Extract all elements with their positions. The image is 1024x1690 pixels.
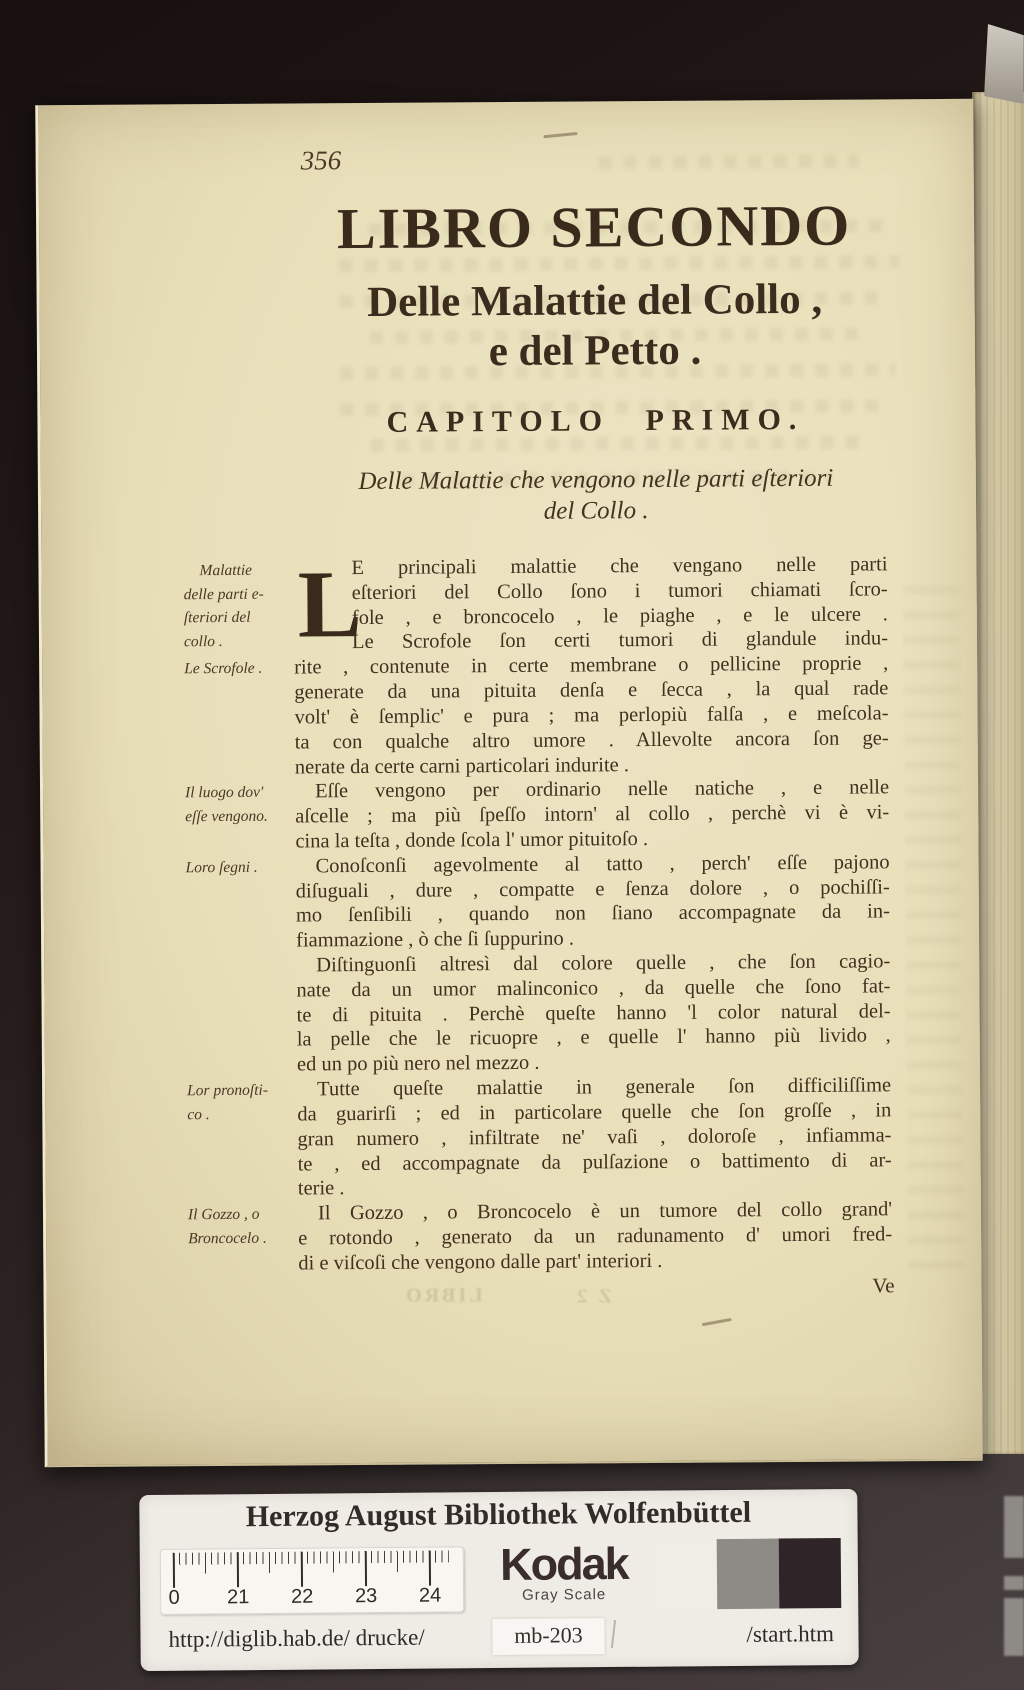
ruler-major-tick <box>173 1553 175 1588</box>
margin-note <box>187 1079 293 1127</box>
book-page <box>35 99 982 1468</box>
bleedthrough-smudge <box>904 569 964 1269</box>
body-line: Le Scrofole ſon certi tumori di glandule indu- <box>351 627 889 654</box>
margin-note <box>185 781 291 829</box>
margin-note-line: Il Gozzo , o <box>187 1205 260 1224</box>
margin-note-line: Il luogo dov' <box>185 783 264 802</box>
ink-mark <box>543 132 577 138</box>
chapter-heading: CAPITOLO PRIMO. <box>386 402 805 439</box>
body-line: di e viſcoſi che vengono dalle part' interiori . <box>298 1249 663 1275</box>
film-edge-mark <box>1004 1576 1024 1590</box>
body-line: e rotondo , generato da un radunamento d' umori fred- <box>298 1223 893 1250</box>
body-line: nate da un umor malinconico , da quelle che ſono fat- <box>296 975 891 1002</box>
margin-note-line: delle parti e- <box>183 585 264 603</box>
margin-note <box>184 657 290 681</box>
grayscale-patches <box>655 1538 842 1610</box>
margin-note-line: co . <box>187 1105 210 1123</box>
body-line: Conoſconſi agevolmente al tatto , perch' eſſe pajono <box>315 851 890 878</box>
ruler-major-tick <box>237 1552 239 1587</box>
url-path-right: /start.htm <box>746 1621 835 1647</box>
body-line: generate da una pituita denſa e ſecca , la qual rade <box>294 677 889 704</box>
body-line: rite , contenute in certe membrane o pellicine proprie , <box>294 652 889 679</box>
body-line: fiammazione , ò che ſi ſuppurino . <box>296 927 574 952</box>
body-line: ta con qualche altro umore . Allevolte ancora ſon ge- <box>294 727 889 754</box>
bleedthrough-catchword: LIBRO <box>403 1284 483 1307</box>
ruler-major-tick <box>429 1551 431 1586</box>
body-line: da guarirſi ; ed in particolare quelle che ſon groſſe , in <box>297 1099 892 1126</box>
margin-note-line: Loro ſegni . <box>185 858 258 877</box>
margin-note-line: Broncocelo . <box>188 1229 267 1247</box>
body-line: te , ed accompagnate da pulſazione o battimento di ar- <box>297 1148 892 1175</box>
grayscale-patch-black <box>779 1538 842 1609</box>
body-line: diſuguali , dure , compatte e ſenza dolore , o pochiſſi- <box>295 875 890 903</box>
shelfmark-label: mb-203 <box>514 1622 583 1648</box>
body-text <box>293 552 892 1276</box>
ruler <box>160 1546 465 1615</box>
margin-note-line: Lor pronoſti- <box>187 1081 269 1100</box>
grayscale-patch-white <box>655 1539 718 1610</box>
url-path-left: http://diglib.hab.de/ drucke/ <box>168 1624 425 1652</box>
body-line: Il Gozzo , o Broncocelo è un tumore del collo grand' <box>317 1198 893 1225</box>
ruler-label: 24 <box>418 1584 442 1607</box>
chapter-subtitle-line2: del Collo . <box>543 497 649 525</box>
body-line: Eſſe vengono per ordinario nelle natiche , e nelle <box>314 776 890 803</box>
kodak-brand-block <box>478 1537 651 1604</box>
book-title: LIBRO SECONDO <box>336 192 852 262</box>
margin-note-line: ſteriori del <box>183 608 251 627</box>
library-name: Herzog August Bibliothek Wolfenbüttel <box>245 1495 752 1534</box>
body-line: aſcelle ; ma più ſpeſſo intorn' al collo , perchè vi è vi- <box>295 801 890 828</box>
body-line: eſteriori del Collo ſono i tumori chiamati ſcro- <box>351 578 888 604</box>
body-line: nerate da certe carni particolari indurite . <box>294 753 630 778</box>
ruler-major-tick <box>301 1552 303 1587</box>
margin-note <box>183 559 290 654</box>
bleedthrough-signature: Z 2 <box>574 1285 612 1308</box>
body-line: la pelle che le ricuopre , e quelle l' hanno più livido , <box>296 1024 891 1051</box>
margin-note-line: eſſe vengono. <box>185 807 268 825</box>
body-line: gran numero , infiltrate ne' vaſi , doloroſe , infiamma- <box>297 1124 892 1151</box>
body-line: te di pituita . Perchè queſte hanno 'l color natural del- <box>296 999 891 1027</box>
ruler-label: 22 <box>290 1585 314 1608</box>
page-stack-wedge <box>984 24 1024 104</box>
margin-note-line: collo . <box>183 632 223 650</box>
film-edge-mark <box>1004 1496 1024 1558</box>
margin-note <box>186 856 292 880</box>
gray-scale-label: Gray Scale <box>521 1586 607 1604</box>
body-line: E principali malattie che vengano nelle parti <box>351 553 888 580</box>
page-number: 356 <box>300 145 342 176</box>
body-line: terie . <box>297 1177 345 1200</box>
body-line: Diſtinguonſi altresì dal colore quelle , che ſon cagio- <box>316 950 891 977</box>
ruler-label: 23 <box>354 1585 378 1608</box>
separator-mark <box>611 1620 616 1648</box>
color-target-card <box>139 1489 859 1671</box>
body-line: mo ſenſibili , quando non ſiano accompagnate da in- <box>295 900 890 927</box>
body-line: Tutte queſte malattie in generale ſon difficiliſſime <box>317 1074 892 1101</box>
catchword: Ve <box>872 1273 895 1298</box>
grayscale-patch-mid <box>717 1539 780 1610</box>
body-line: ed un po più nero nel mezzo . <box>296 1052 540 1076</box>
film-edge-mark <box>1004 1598 1024 1656</box>
ruler-major-tick <box>365 1551 367 1586</box>
margin-note <box>188 1203 294 1251</box>
drop-cap: L <box>297 550 363 658</box>
ink-mark <box>702 1318 732 1326</box>
body-line: cina la teſta , donde ſcola l' umor pituitoſo . <box>295 827 649 853</box>
chapter-subtitle-line1: Delle Malattie che vengono nelle parti eſteriori <box>358 464 834 496</box>
body-line: fole , e broncocelo , le piaghe , e le ulcere . <box>351 602 888 629</box>
kodak-wordmark: Kodak <box>499 1537 628 1590</box>
body-line: volt' è ſemplic' e pura ; ma perlopiù falſa , e meſcola- <box>294 702 889 729</box>
section-title-line1: Delle Malattie del Collo , <box>366 275 823 326</box>
margin-note-line: Malattie <box>199 561 253 580</box>
ruler-label: 21 <box>226 1586 250 1609</box>
section-title-line2: e del Petto . <box>488 326 702 376</box>
margin-note-line: Le Scrofole . <box>184 659 263 678</box>
ruler-label: 0 <box>168 1586 180 1609</box>
bleedthrough-smudge <box>599 155 859 170</box>
ruler-medium-ticks <box>173 1550 449 1573</box>
